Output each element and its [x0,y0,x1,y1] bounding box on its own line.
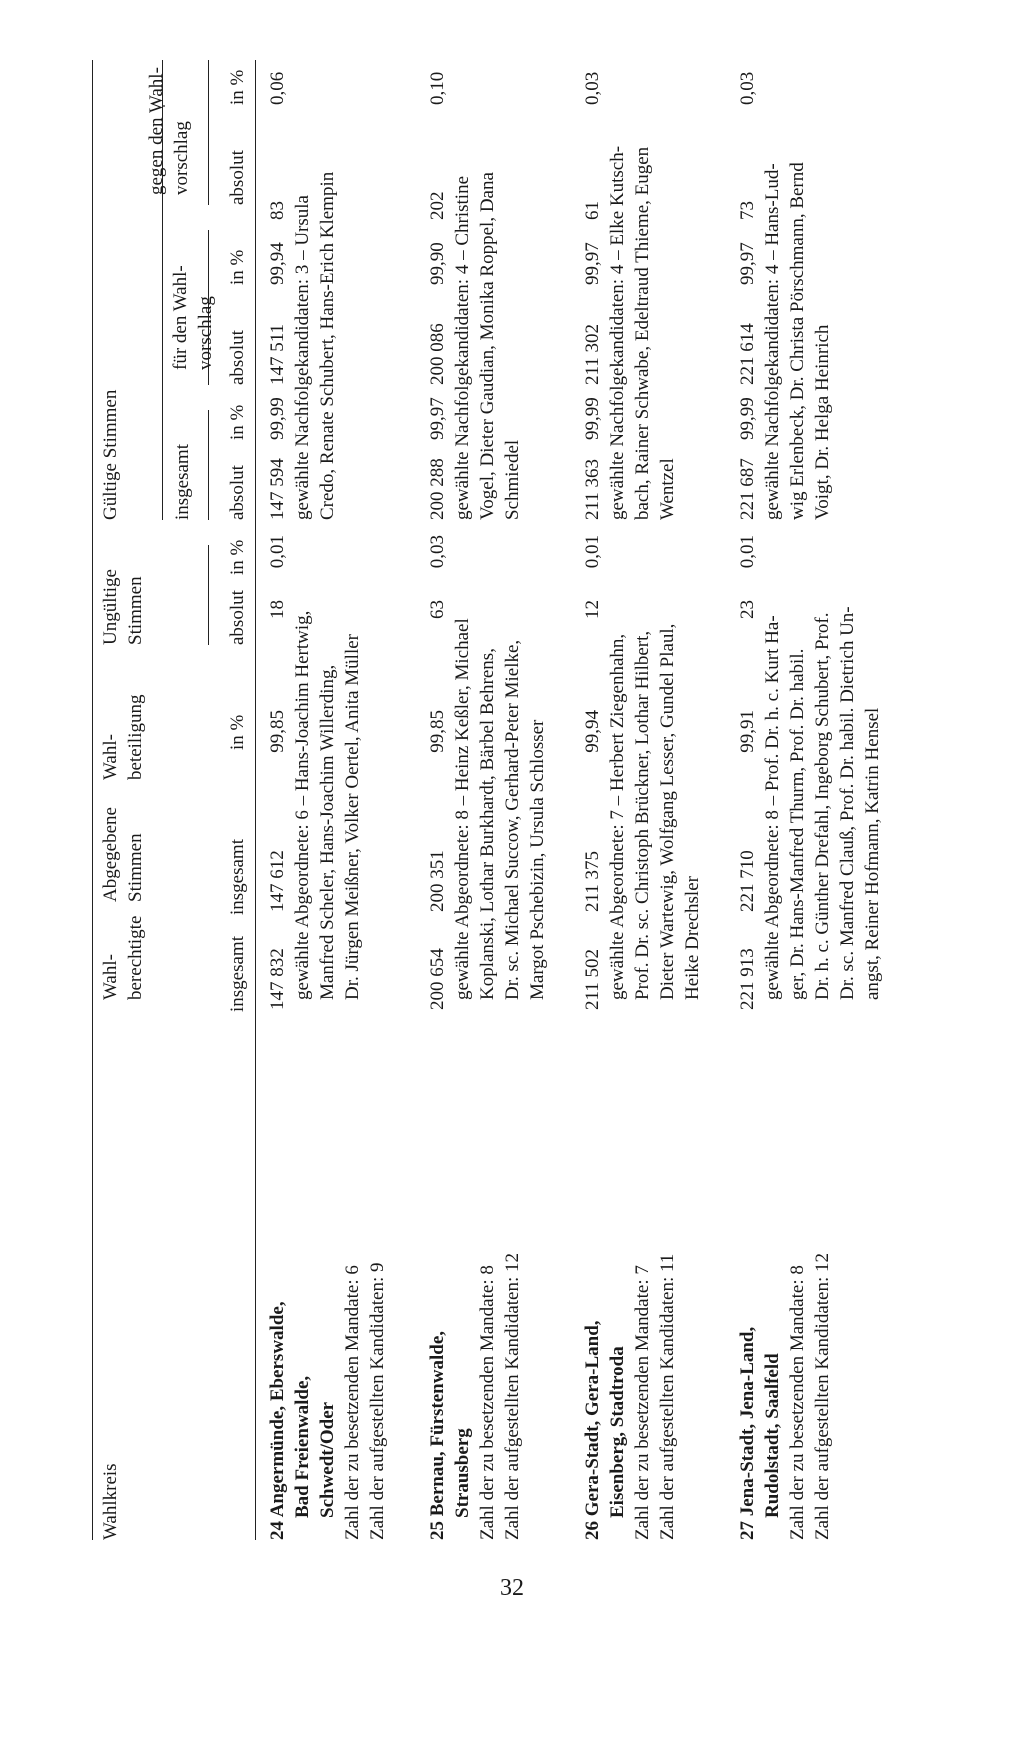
row-24-fuer-pct: 99,94 [267,242,288,285]
row-24-gegen-abs: 83 [267,201,288,220]
header-wahlbeteiligung: Wahl- beteiligung [100,694,146,780]
header-ungueltige: Ungültige Stimmen [100,569,146,645]
header-abgegebene: Abgegebene Stimmen [100,807,146,902]
row-27-beteiligung: 99,91 [737,710,758,753]
sub-fuer-pct: in % [227,249,248,285]
row-25-fuer-pct: 99,90 [427,242,448,285]
row-26-ungueltig-pct: 0,01 [582,535,603,569]
row-24-wahlberechtigte: 147 832 [267,948,288,1010]
row-27-ungueltig-abs: 23 [737,600,758,619]
row-27-abgegebene: 221 710 [737,850,758,912]
row-25-wahlberechtigte: 200 654 [427,948,448,1010]
row-25-abgegebene: 200 351 [427,850,448,912]
insgesamt-sub-rule [208,410,209,520]
row-24-abgegebene: 147 612 [267,850,288,912]
row-26-beteiligung: 99,94 [582,710,603,753]
row-24-beteiligung: 99,85 [267,710,288,753]
row-24-gueltig-pct: 99,99 [267,397,288,440]
sub-berechtigte-insgesamt: insgesamt [227,936,248,1012]
row-26-fuer-abs: 211 302 [582,323,603,385]
row-25-beteiligung: 99,85 [427,710,448,753]
row-25-gegen-abs: 202 [427,191,448,220]
row-25-abgeordnete: gewählte Abgeordnete: 8 – Heinz Keßler, Michael Koplanski, Lothar Burkhardt, Bärbel Behrens, Dr. sc. Michael Succow, Gerhard-Peter Mielke, Margot Pschebizin, Ursula Schlosser [452,618,548,1000]
row-26-district: 26 Gera-Stadt, Gera-Land, Eisenberg, Stadtroda Zahl der zu besetzenden Mandate: 7 Zahl der aufgestellten Kandidaten: 11 [582,1253,678,1540]
sub-gegen-pct: in % [227,69,248,105]
row-26-fuer-pct: 99,97 [582,242,603,285]
sub-fuer-abs: absolut [227,330,248,385]
row-27-gueltig-pct: 99,99 [737,397,758,440]
row-25-fuer-abs: 200 086 [427,323,448,385]
row-26-ungueltig-abs: 12 [582,600,603,619]
row-27-gegen-abs: 73 [737,201,758,220]
sub-gegen-abs: absolut [227,150,248,205]
row-26-gueltig-abs: 211 363 [582,458,603,520]
row-24-nachfolger: gewählte Nachfolgekandidaten: 3 – Ursula Credo, Renate Schubert, Hans-Erich Klempin [292,171,338,520]
rotated-table [80,0,900,1600]
gegen-sub-rule [208,60,209,205]
row-26-abgeordnete: gewählte Abgeordnete: 7 – Herbert Ziegenhahn, Prof. Dr. sc. Christoph Brückner, Lothar Hilbert, Dieter Wartewig, Wolfgang Lesser, Gundel Plaul, Heike Drechsler [607,623,703,1000]
sub-abgegebene-insgesamt: insgesamt [227,839,248,915]
sub-gueltig-pct: in % [227,404,248,440]
row-25-ungueltig-pct: 0,03 [427,535,448,569]
row-27-fuer-pct: 99,97 [737,242,758,285]
sub-gueltig-abs: absolut [227,465,248,520]
row-27-wahlberechtigte: 221 913 [737,948,758,1010]
row-24-gueltig-abs: 147 594 [267,458,288,520]
header-wahlberechtigte: Wahl- berechtigte [100,915,146,1000]
page-number: 32 [500,1575,524,1601]
row-25-gegen-pct: 0,10 [427,71,448,105]
row-26-nachfolger: gewählte Nachfolgekandidaten: 4 – Elke Kutsch- bach, Rainer Schwabe, Edeltraud Thieme, Eugen Wentzel [607,145,678,520]
row-24-fuer-abs: 147 511 [267,323,288,385]
header-bottom-rule [255,60,256,1540]
row-26-gueltig-pct: 99,99 [582,397,603,440]
row-27-gegen-pct: 0,03 [737,71,758,105]
header-gegen: gegen den Wahl- vorschlag [146,67,192,195]
header-insgesamt-group: insgesamt [172,444,193,520]
table-top-rule [92,60,93,1540]
row-24-district: 24 Angermünde, Eberswalde, Bad Freienwalde, Schwedt/Oder Zahl der zu besetzenden Mandate: 6 Zahl der aufgestellten Kandidaten: 9 [267,1262,388,1540]
row-25-district: 25 Bernau, Fürstenwalde, Strausberg Zahl der zu besetzenden Mandate: 8 Zahl der aufgestellten Kandidaten: 12 [427,1252,523,1540]
sub-ungueltig-abs: absolut [227,590,248,645]
row-24-ungueltig-pct: 0,01 [267,535,288,569]
sub-ungueltig-pct: in % [227,539,248,575]
header-wahlkreis: Wahlkreis [100,1463,121,1540]
row-27-abgeordnete: gewählte Abgeordnete: 8 – Prof. Dr. h. c. Kurt Ha- ger, Dr. Hans-Manfred Thurm, Prof. Dr. habil. Dr. h. c. Günther Drefahl, Ingeborg Schubert, Prof. Dr. sc. Manfred Clauß, Prof. Dr. habil. Dietrich Un- angst, Reiner Hofmann, Katrin Hensel [762,606,883,1000]
row-25-gueltig-pct: 99,97 [427,397,448,440]
row-25-nachfolger: gewählte Nachfolgekandidaten: 4 – Christine Vogel, Dieter Gaudian, Monika Roppel, Dana Schmiedel [452,172,523,520]
row-27-district: 27 Jena-Stadt, Jena-Land, Rudolstadt, Saalfeld Zahl der zu besetzenden Mandate: 8 Zahl der aufgestellten Kandidaten: 12 [737,1252,833,1540]
row-27-fuer-abs: 221 614 [737,323,758,385]
row-24-gegen-pct: 0,06 [267,71,288,105]
row-26-gegen-abs: 61 [582,201,603,220]
row-27-nachfolger: gewählte Nachfolgekandidaten: 4 – Hans-Lud- wig Erlenbeck, Dr. Christa Pörschmann, Bernd Voigt, Dr. Helga Heinrich [762,162,833,520]
row-27-ungueltig-pct: 0,01 [737,535,758,569]
row-26-gegen-pct: 0,03 [582,71,603,105]
row-27-gueltig-abs: 221 687 [737,458,758,520]
sub-beteiligung-pct: in % [227,714,248,750]
row-24-ungueltig-abs: 18 [267,600,288,619]
row-26-abgegebene: 211 375 [582,850,603,912]
row-24-abgeordnete: gewählte Abgeordnete: 6 – Hans-Joachim Hertwig, Manfred Scheler, Hans-Joachim Willerding, Dr. Jürgen Meißner, Volker Oertel, Anita Müller [292,610,363,1000]
header-gueltige: Gültige Stimmen [100,389,121,520]
row-25-gueltig-abs: 200 288 [427,458,448,520]
ungueltige-sub-rule [208,545,209,645]
header-fuer: für den Wahl- vorschlag [170,265,216,370]
row-26-wahlberechtigte: 211 502 [582,948,603,1010]
row-25-ungueltig-abs: 63 [427,600,448,619]
